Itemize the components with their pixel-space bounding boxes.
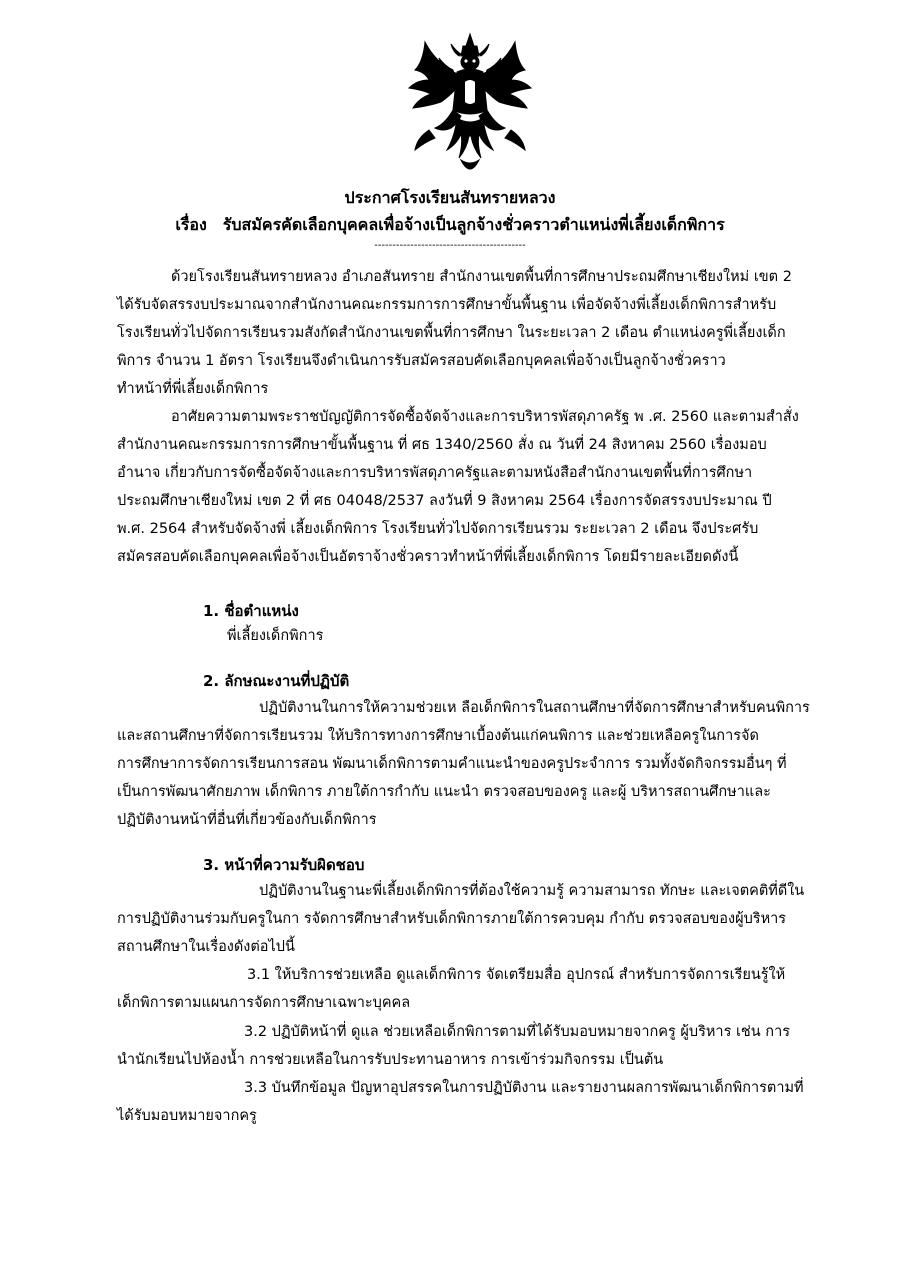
garuda-emblem-icon	[395, 32, 545, 180]
section2-heading: 2. ลักษณะงานที่ปฏิบัติ	[203, 672, 350, 690]
section2-line: เป็นการพัฒนาศักยภาพ เด็กพิการ ภายใต้การกำกับ แนะนำ ตรวจสอบของครู และผู้ บริหารสถานศึกษาและ	[117, 784, 771, 800]
para1-line: พิการ จำนวน 1 อัตรา โรงเรียนจึงดำเนินการรับสมัครสอบคัดเลือกบุคคลเพื่อจ้างเป็นลูกจ้างชั่วคราว	[117, 353, 726, 369]
subject-label: เรื่อง	[175, 215, 207, 234]
para2-line: ประถมศึกษาเชียงใหม่ เขต 2 ที่ ศธ 04048/2537 ลงวันที่ 9 สิงหาคม 2564 เรื่องการจัดสรรงบประมาณ ปี	[117, 493, 772, 509]
para1-line: ทำหน้าที่พี่เลี้ยงเด็กพิการ	[117, 381, 269, 397]
section2-line: ปฏิบัติงานในการให้ความช่วยเห ลือเด็กพิการในสถานศึกษาที่จัดการศึกษาสำหรับคนพิการ	[259, 700, 810, 716]
section1-body: พี่เลี้ยงเด็กพิการ	[227, 628, 324, 644]
section1-heading: 1. ชื่อตำแหน่ง	[203, 602, 299, 620]
title-divider: ------------------------------------------	[374, 240, 526, 251]
section2-line: การศึกษาการจัดการเรียนการสอน พัฒนาเด็กพิการตามคำแนะนำของครูประจำการ รวมทั้งจัดกิจกรรมอื่นๆ ที่	[117, 756, 787, 772]
subject-text: รับสมัครคัดเลือกบุคคลเพื่อจ้างเป็นลูกจ้างชั่วคราวตำแหน่งพี่เลี้ยงเด็กพิการ	[222, 215, 725, 234]
para1-line: โรงเรียนทั่วไปจัดการเรียนรวมสังกัดสำนักงานเขตพื้นที่การศึกษา ในระยะเวลา 2 เดือน ตำแหน่งครูพี่เลี้ยงเด็ก	[117, 325, 786, 341]
para2-line: สำนักงานคณะกรรมการการศึกษาขั้นพื้นฐาน ที่ ศธ 1340/2560 สั่ง ณ วันที่ 24 สิงหาคม 2560 เรื่องมอบ	[117, 437, 767, 453]
para2-line: พ.ศ. 2564 สำหรับจัดจ้างพี่ เลี้ยงเด็กพิการ โรงเรียนทั่วไปจัดการเรียนรวม ระยะเวลา 2 เดือน จึงประศรับ	[117, 521, 759, 537]
item-3-3-line: ได้รับมอบหมายจากครู	[117, 1108, 257, 1124]
section2-line: และสถานศึกษาที่จัดการเรียนรวม ให้บริการทางการศึกษาเบื้องต้นแก่คนพิการ และช่วยเหลือครูในการจัด	[117, 728, 759, 744]
para1-line: ได้รับจัดสรรงบประมาณจากสำนักงานคณะกรรมการการศึกษาขั้นพื้นฐาน เพื่อจัดจ้างพี่เลี้ยงเด็กพิการสำหรับ	[117, 297, 777, 313]
section2-line: ปฏิบัติงานหน้าที่อื่นที่เกี่ยวข้องกับเด็กพิการ	[117, 812, 377, 828]
para2-line: สมัครสอบคัดเลือกบุคคลเพื่อจ้างเป็นอัตราจ้างชั่วคราวทำหน้าที่พี่เลี้ยงเด็กพิการ โดยมีรายละเอียดดังนี้	[117, 549, 739, 565]
section3-line: การปฏิบัติงานร่วมกับครูในกา รจัดการศึกษาสำหรับเด็กพิการภายใต้การควบคุม กำกับ ตรวจสอบของผู้บริหาร	[117, 911, 787, 927]
item-3-2-line: 3.2 ปฏิบัติหน้าที่ ดูแล ช่วยเหลือเด็กพิการตามที่ได้รับมอบหมายจากครู ผู้บริหาร เช่น การ	[244, 1024, 791, 1040]
section3-heading: 3. หน้าที่ความรับผิดชอบ	[203, 856, 365, 874]
section3-line: ปฏิบัติงานในฐานะพี่เลี้ยงเด็กพิการที่ต้องใช้ความรู้ ความสามารถ ทักษะ และเจตคติที่ดีใน	[259, 883, 805, 899]
item-3-3-line: 3.3 บันทึกข้อมูล ปัญหาอุปสรรคในการปฏิบัติงาน และรายงานผลการพัฒนาเด็กพิการตามที่	[244, 1080, 804, 1096]
para2-line: อำนาจ เกี่ยวกับการจัดซื้อจัดจ้างและการบริหารพัสดุภาครัฐและตามหนังสือสำนักงานเขตพื้นที่การศึกษา	[117, 465, 753, 481]
announcement-subject	[0, 213, 900, 238]
item-3-2-line: นำนักเรียนไปห้องน้ำ การช่วยเหลือในการรับประทานอาหาร การเข้าร่วมกิจกรรม เป็นต้น	[117, 1052, 664, 1068]
announcement-title: ประกาศโรงเรียนสันทรายหลวง	[344, 188, 556, 207]
para1-line: ด้วยโรงเรียนสันทรายหลวง อำเภอสันทราย สำนักงานเขตพื้นที่การศึกษาประถมศึกษาเชียงใหม่ เขต 2	[171, 269, 792, 285]
item-3-1-line: เด็กพิการตามแผนการจัดการศึกษาเฉพาะบุคคล	[117, 995, 411, 1011]
section3-line: สถานศึกษาในเรื่องดังต่อไปนี้	[117, 939, 295, 955]
para2-line: อาศัยความตามพระราชบัญญัติการจัดซื้อจัดจ้างและการบริหารพัสดุภาครัฐ พ .ศ. 2560 และตามสำสั่ง	[171, 409, 799, 425]
item-3-1-line: 3.1 ให้บริการช่วยเหลือ ดูแลเด็กพิการ จัดเตรียมสื่อ อุปกรณ์ สำหรับการจัดการเรียนรู้ให้	[247, 967, 786, 983]
